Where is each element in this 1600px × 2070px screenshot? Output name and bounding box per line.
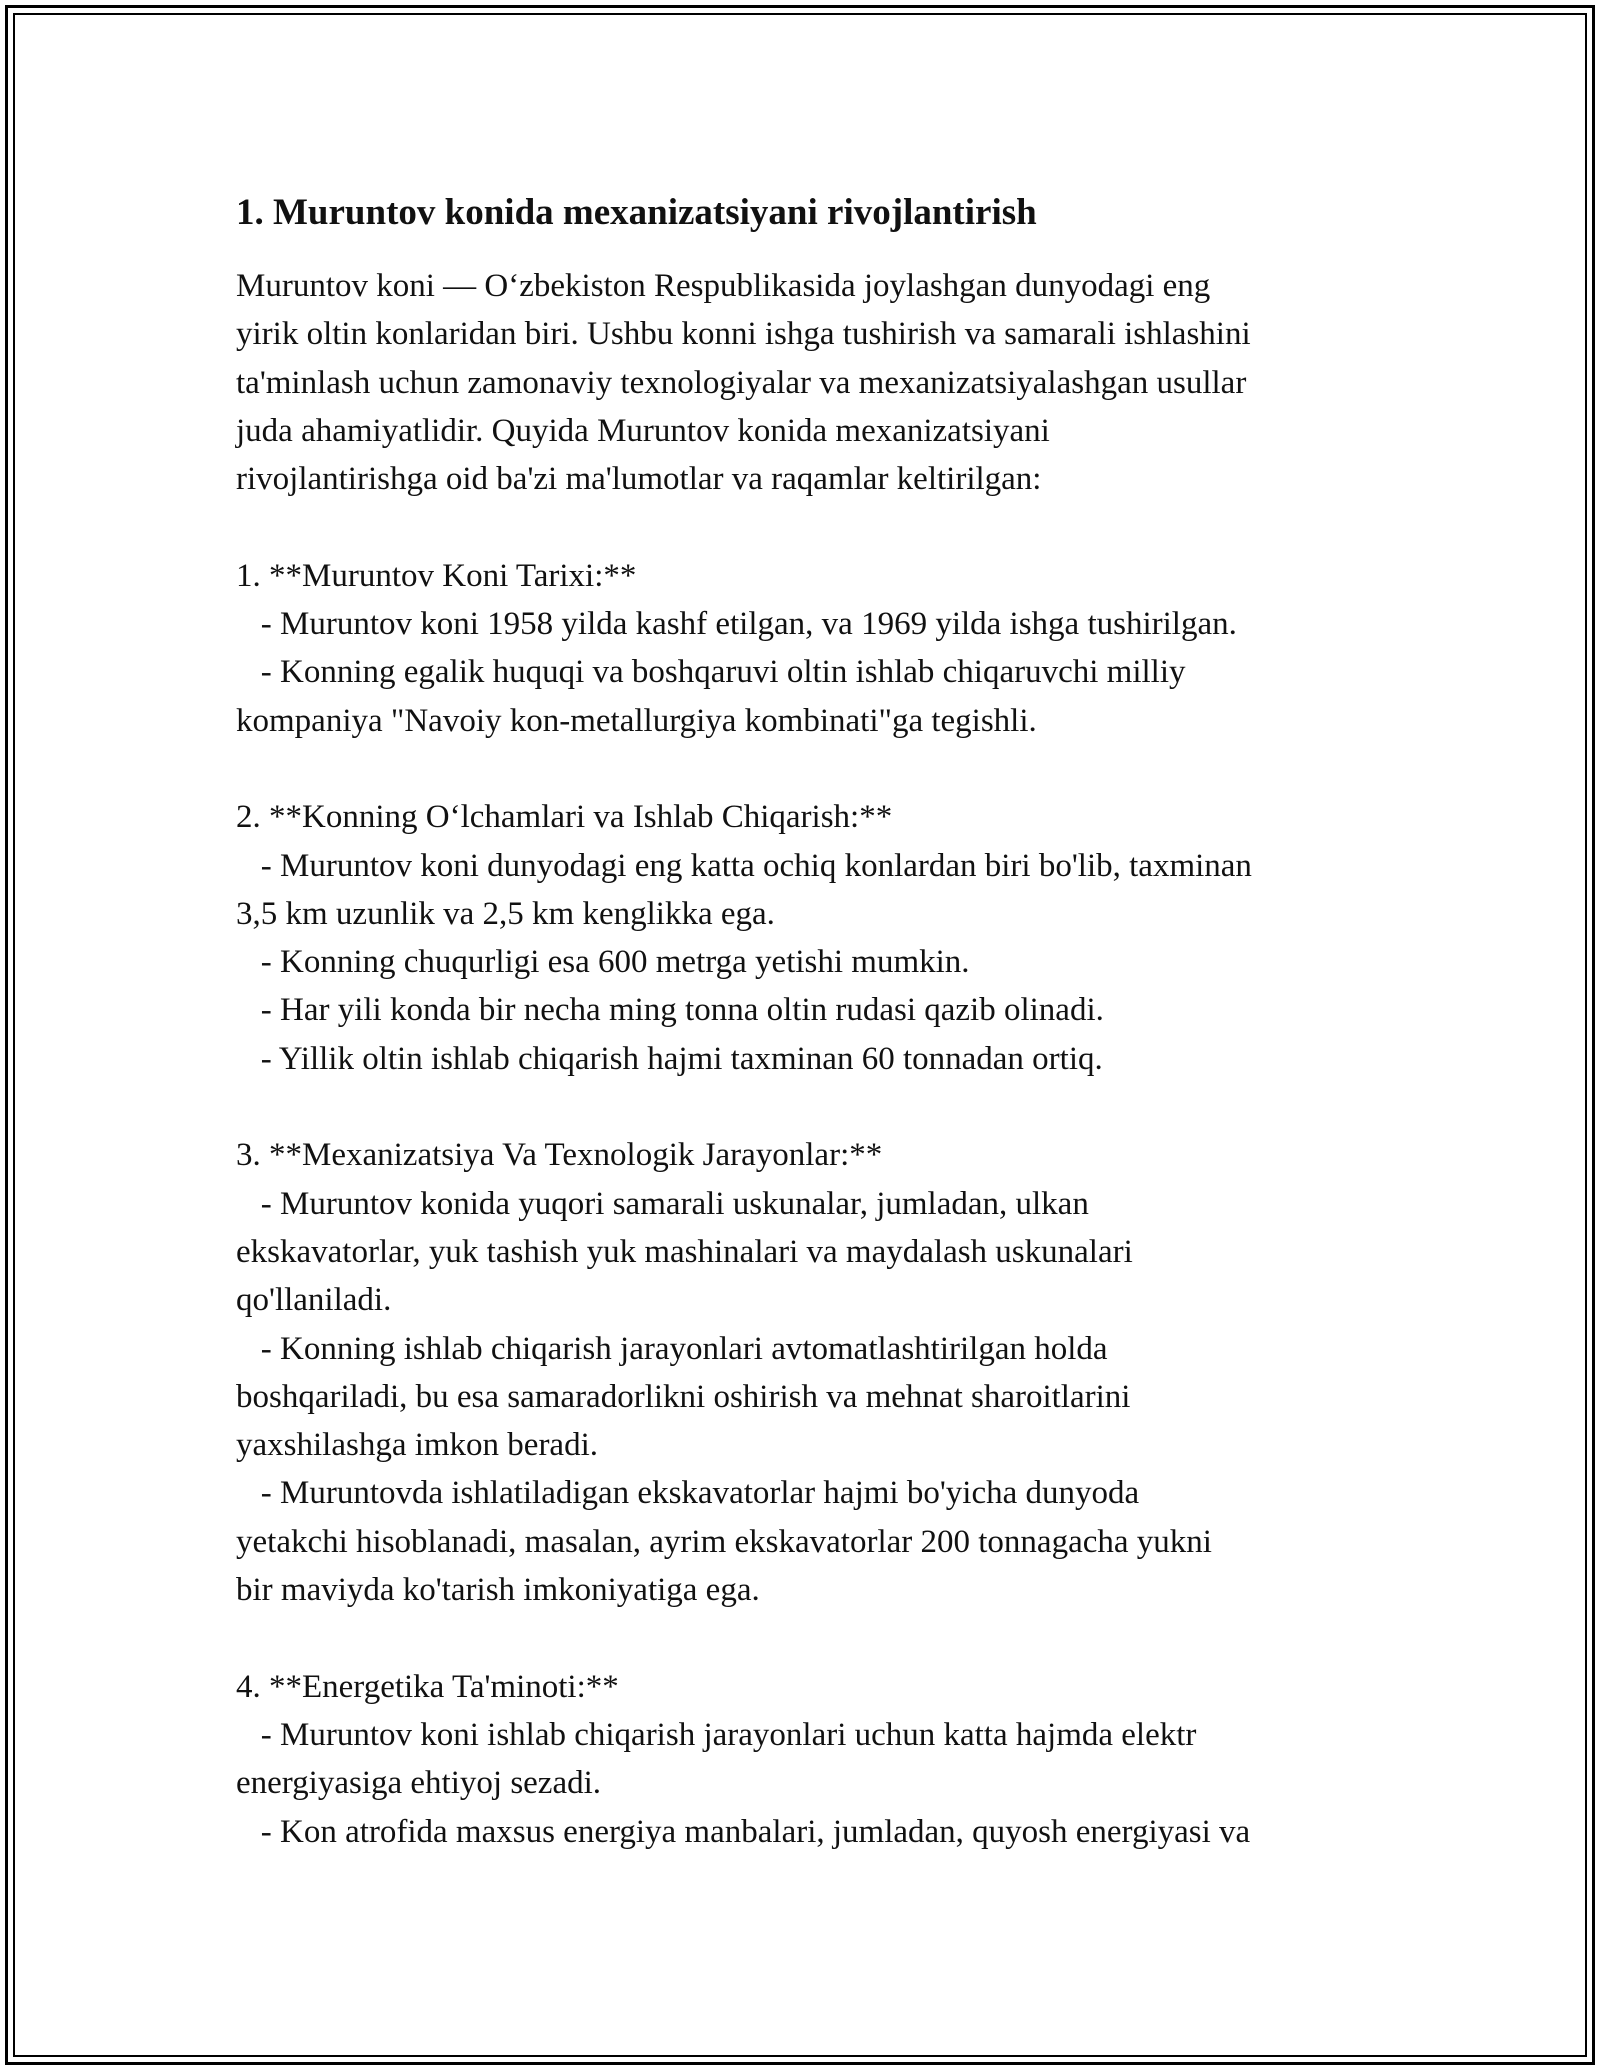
intro-line: rivojlantirishga oid ba'zi ma'lumotlar va raqamlar keltirilgan: [236,461,1042,498]
section-line: - Har yili konda bir necha ming tonna oltin rudasi qazib olinadi. [236,992,1104,1029]
section-line: - Muruntov konida yuqori samarali uskunalar, jumladan, ulkan [236,1185,1089,1222]
section-heading: 2. **Konning Oʻlchamlari va Ishlab Chiqarish:** [236,799,893,836]
section-line: energiyasiga ehtiyoj sezadi. [236,1765,602,1802]
section-energy [236,1663,1376,1856]
section-heading: 3. **Mexanizatsiya Va Texnologik Jarayonlar:** [236,1137,883,1174]
intro-paragraph [236,262,1376,503]
section-heading: 4. **Energetika Ta'minoti:** [236,1668,619,1705]
section-line: - Kon atrofida maxsus energiya manbalari, jumladan, quyosh energiyasi va [236,1813,1251,1850]
section-line: yaxshilashga imkon beradi. [236,1427,599,1464]
document-body [236,188,1376,1856]
section-line: bir maviyda ko'tarish imkoniyatiga ega. [236,1572,760,1609]
intro-line: yirik oltin konlaridan biri. Ushbu konni ishga tushirish va samarali ishlashini [236,316,1251,353]
section-line: - Muruntov koni dunyodagi eng katta ochiq konlardan biri bo'lib, taxminan [236,847,1252,884]
section-line: ekskavatorlar, yuk tashish yuk mashinalari va maydalash uskunalari [236,1233,1133,1270]
section-line: - Konning egalik huquqi va boshqaruvi oltin ishlab chiqaruvchi milliy [236,654,1186,691]
section-line: - Konning ishlab chiqarish jarayonlari avtomatlashtirilgan holda [236,1330,1108,1367]
intro-line: juda ahamiyatlidir. Quyida Muruntov konida mexanizatsiyani [236,412,1050,449]
section-mechanization [236,1131,1376,1614]
section-dimensions [236,793,1376,1083]
section-line: kompaniya "Navoiy kon-metallurgiya kombinati"ga tegishli. [236,702,1037,739]
section-line: - Muruntovda ishlatiladigan ekskavatorlar hajmi bo'yicha dunyoda [236,1475,1140,1512]
section-line: yetakchi hisoblanadi, masalan, ayrim ekskavatorlar 200 tonnagacha yukni [236,1523,1212,1560]
section-line: - Muruntov koni ishlab chiqarish jarayonlari uchun katta hajmda elektr [236,1716,1197,1753]
section-line: qo'llaniladi. [236,1282,392,1319]
section-history [236,552,1376,745]
section-line: 3,5 km uzunlik va 2,5 km kenglikka ega. [236,895,775,932]
section-line: - Yillik oltin ishlab chiqarish hajmi taxminan 60 tonnadan ortiq. [236,1040,1103,1077]
section-line: boshqariladi, bu esa samaradorlikni oshirish va mehnat sharoitlarini [236,1378,1131,1415]
intro-line: Muruntov koni — Oʻzbekiston Respublikasida joylashgan dunyodagi eng [236,268,1211,304]
section-line: - Muruntov koni 1958 yilda kashf etilgan, va 1969 yilda ishga tushirilgan. [236,606,1237,643]
intro-line: ta'minlash uchun zamonaviy texnologiyalar va mexanizatsiyalashgan usullar [236,364,1247,401]
document-title: 1. Muruntov konida mexanizatsiyani rivojlantirish [236,192,1037,233]
section-line: - Konning chuqurligi esa 600 metrga yetishi mumkin. [236,944,970,981]
section-heading: 1. **Muruntov Koni Tarixi:** [236,557,637,594]
